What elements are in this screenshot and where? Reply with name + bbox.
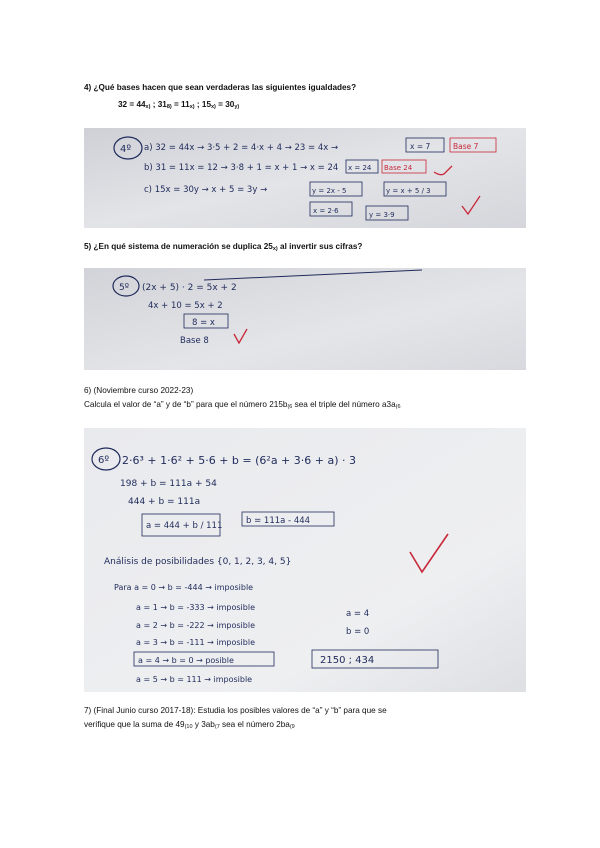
hw-case-4: a = 4 → b = 0 → posible — [138, 656, 234, 665]
question-7-line-1: 7) (Final Junio curso 2017-18): Estudia los posibles valores de “a” y “b” para que se — [84, 706, 387, 715]
hw-result-b: b = 0 — [346, 627, 370, 637]
hw-box-1: x = 7 — [410, 142, 431, 151]
hw-line-3: 444 + b = 111a — [128, 497, 201, 507]
question-6-handwritten-photo — [84, 428, 526, 692]
hw-box-6: y = x + 5 / 3 — [386, 187, 431, 195]
question-6-statement: Calcula el valor de “a” y de “b” para que el número $215b_{(6}$ sea el triple del número $a3a_{(6}$ — [84, 400, 401, 410]
question-5-handwritten-photo — [84, 268, 526, 370]
hw-case-3: a = 3 → b = -111 → imposible — [136, 638, 255, 647]
question-6-title: 6) (Noviembre curso 2022-23) — [84, 386, 194, 395]
question-4-title: 4) ¿Qué bases hacen que sean verdaderas las siguientes igualdades? — [84, 83, 357, 92]
hw-box-7: x = 2·6 — [313, 207, 339, 215]
hw-line-3: c) 15x = 30y → x + 5 = 3y → — [144, 185, 268, 195]
hw-case-2: a = 2 → b = -222 → imposible — [136, 621, 255, 630]
hw-box-3: x = 24 — [348, 164, 372, 172]
hw-box-b: b = 111a - 444 — [246, 516, 311, 526]
hw-line-analysis: Análisis de posibilidades {0, 1, 2, 3, 4, 5} — [104, 557, 292, 567]
hw-final-answer: 2150 ; 434 — [320, 655, 375, 666]
hw-line-2: b) 31 = 11x = 12 → 3·8 + 1 = x + 1 → x = 24 — [144, 163, 339, 173]
question-7-line-2: verifique que la suma de $49_{(10}$ y $3ab_{(7}$ sea el número $2ba_{(9}$ — [84, 720, 295, 730]
hw-line-1: (2x + 5) · 2 = 5x + 2 — [142, 283, 237, 293]
hw-box-result: 8 = x — [192, 318, 215, 328]
hw-line-base: Base 8 — [180, 336, 209, 346]
hw-box-4: Base 24 — [384, 164, 413, 172]
hw-result-a: a = 4 — [346, 609, 370, 619]
exercise-label: 6º — [98, 455, 110, 466]
exercise-label: 5º — [119, 283, 129, 293]
question-4-equalities: $32 = 44_{x)}$ ; $31_{8)} = 11_{x)}$ ; $15_{x)} = 30_{y)}$ — [118, 100, 240, 110]
hw-box-5: y = 2x - 5 — [312, 187, 347, 195]
hw-line-1: a) 32 = 44x → 3·5 + 2 = 4·x + 4 → 23 = 4x → — [144, 143, 339, 153]
hw-line-1: 2·6³ + 1·6² + 5·6 + b = (6²a + 3·6 + a) · 3 — [122, 454, 356, 467]
hw-case-1: a = 1 → b = -333 → imposible — [136, 603, 255, 612]
hw-case-5: a = 5 → b = 111 → imposible — [136, 675, 253, 684]
hw-line-2: 4x + 10 = 5x + 2 — [148, 301, 223, 311]
hw-line-2: 198 + b = 111a + 54 — [120, 479, 217, 489]
hw-box-a: a = 444 + b / 111 — [146, 521, 223, 531]
question-5-title: 5) ¿En qué sistema de numeración se duplica $25_{x)}$ al invertir sus cifras? — [84, 242, 363, 252]
hw-box-8: y = 3·9 — [369, 211, 395, 219]
question-4-handwritten-photo — [84, 128, 526, 228]
hw-case-0: Para a = 0 → b = -444 → imposible — [114, 583, 254, 592]
exercise-label: 4º — [120, 144, 132, 155]
hw-box-2: Base 7 — [453, 142, 479, 151]
